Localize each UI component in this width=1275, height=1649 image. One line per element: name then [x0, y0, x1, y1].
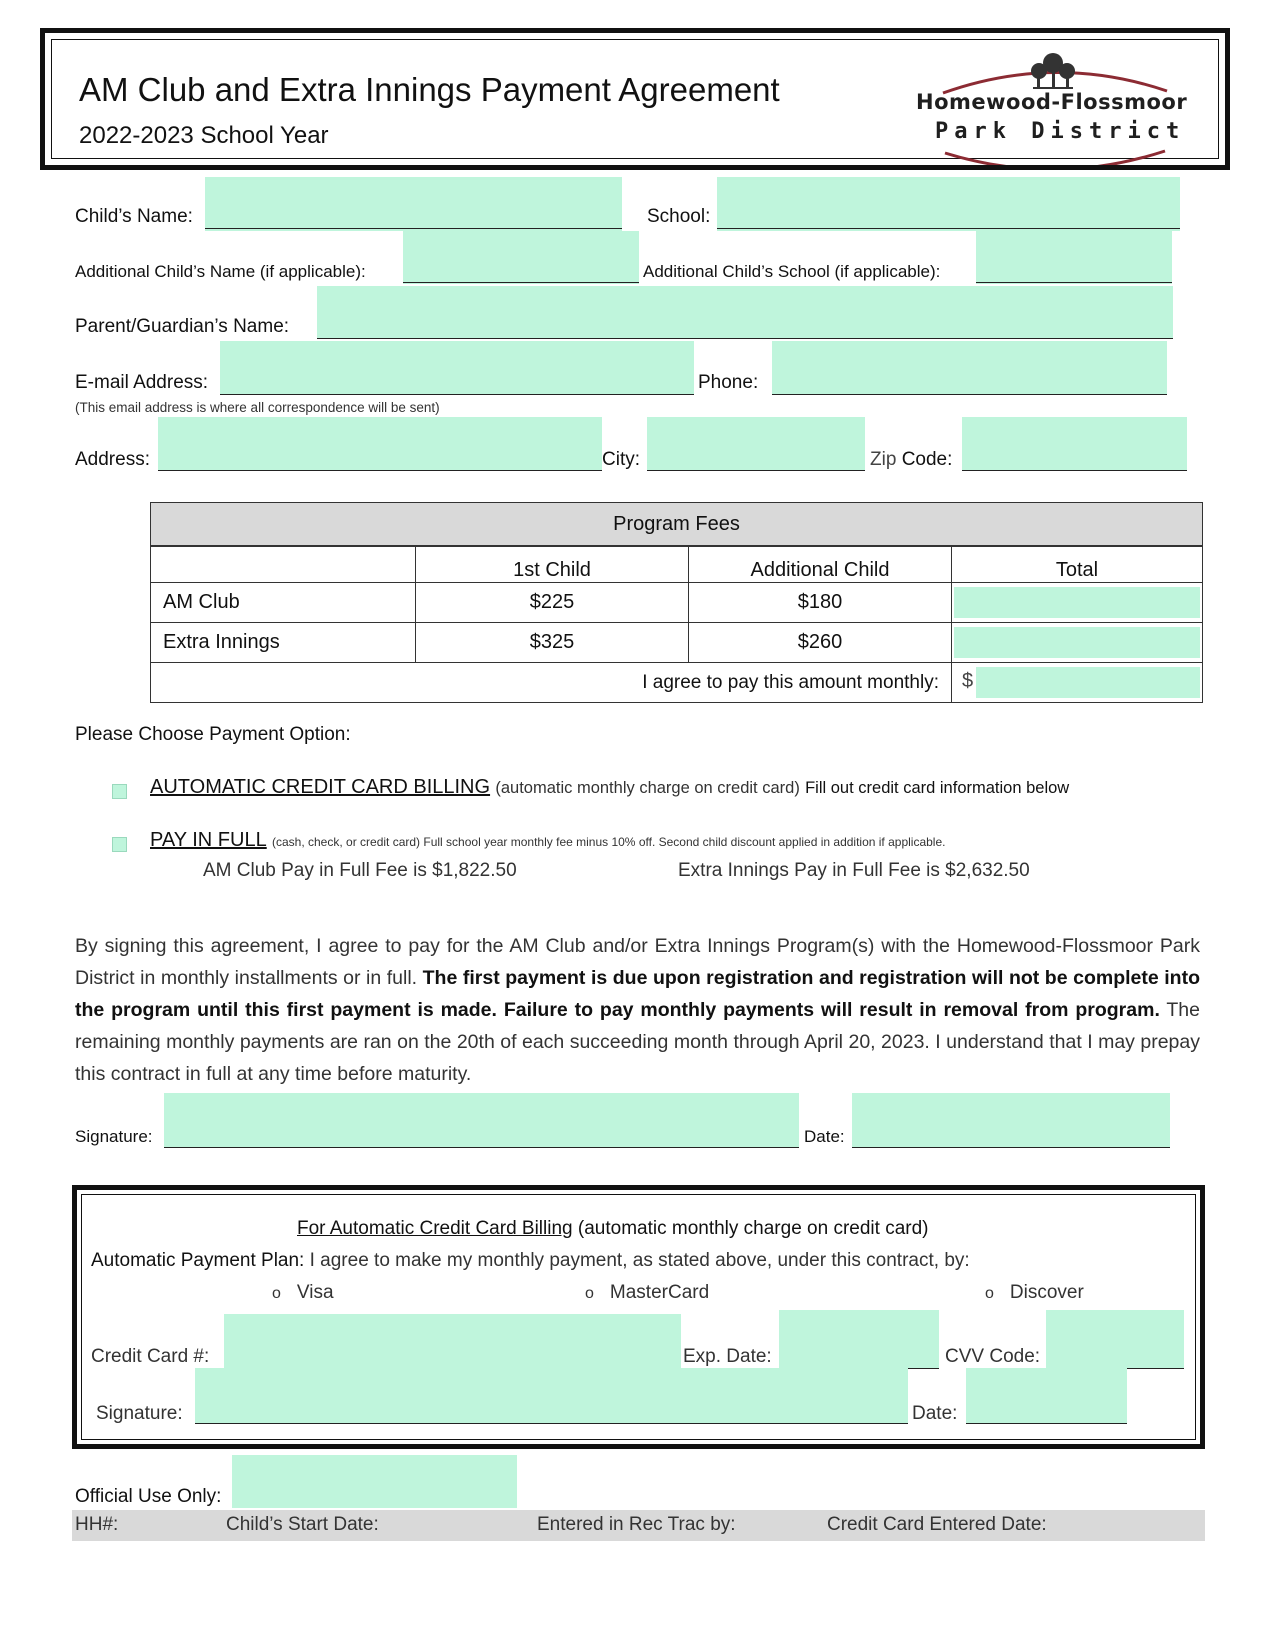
office-use-row [72, 1510, 1205, 1541]
discover-label: Discover [1009, 1282, 1084, 1303]
logo [915, 41, 1205, 165]
cc-signature-input[interactable] [195, 1368, 908, 1424]
date-underline [852, 1147, 1170, 1148]
child-name-underline [205, 228, 622, 229]
add-child-name-label: Additional Child’s Name (if applicable): [75, 262, 366, 281]
cc-plan-text: I agree to make my monthly payment, as stated above, under this contract, by: [309, 1250, 970, 1271]
program-fees-table [150, 502, 1203, 703]
address-underline [158, 470, 602, 471]
agreement-text-bold: The first payment is due upon registration and registration will not be complete into the program until this first payment is made. Failure to pay monthly payments will result in removal from program. [75, 967, 1200, 1021]
fees-col-first: 1st Child [416, 546, 689, 583]
email-input[interactable] [220, 341, 694, 394]
cc-heading [297, 1218, 929, 1240]
fees-table-title: Program Fees [151, 503, 1203, 547]
table-row [151, 623, 1203, 663]
exp-date-input[interactable] [779, 1310, 939, 1368]
cvv-input[interactable] [1046, 1310, 1184, 1368]
parent-name-label: Parent/Guardian’s Name: [75, 316, 290, 337]
school-underline [717, 228, 1180, 229]
agreement-paragraph [75, 930, 1200, 1090]
am-club-total-input[interactable] [952, 583, 1203, 623]
agreement-text-1: By signing this agreement, I agree to pay for the AM Club and/or Extra Innings Program(s) with the Homewood-Flossmoor Park District in monthly installments or in full. [75, 935, 1200, 989]
phone-label: Phone: [698, 372, 759, 393]
fees-col-total: Total [952, 546, 1203, 583]
hh-label: HH#: [75, 1514, 119, 1535]
zip-label-a: Zip [870, 449, 897, 470]
phone-input[interactable] [772, 341, 1167, 394]
fees-additional-cell: $260 [689, 623, 952, 663]
pay-in-full-note: (cash, check, or credit card) Full school year monthly fee minus 10% off. Second child discount applied in addition if applicable. [272, 835, 946, 849]
auto-billing-label: AUTOMATIC CREDIT CARD BILLING [150, 776, 491, 798]
page-subtitle: 2022-2023 School Year [79, 122, 329, 149]
email-note: (This email address is where all correspondence will be sent) [75, 400, 440, 415]
mastercard-option[interactable] [585, 1282, 709, 1304]
auto-billing-checkbox[interactable] [112, 784, 127, 799]
zip-label-b: Code: [901, 449, 953, 470]
agreement-text-3: The remaining monthly payments are ran on the 20th of each succeeding month through April 20, 2023. I understand that I may prepay this contract in full at any time before maturity. [75, 999, 1200, 1085]
header-box [40, 28, 1230, 170]
monthly-amount-cell [952, 663, 1203, 703]
cc-date-underline [966, 1423, 1127, 1424]
fees-first-cell: $225 [416, 583, 689, 623]
logo-text-line1: Homewood-Flossmoor [916, 90, 1188, 114]
pay-in-full-checkbox[interactable] [112, 837, 127, 852]
zip-label [870, 449, 952, 471]
visa-label: Visa [296, 1282, 334, 1303]
add-child-name-underline [403, 282, 639, 283]
cc-date-label: Date: [912, 1403, 958, 1424]
zip-underline [962, 470, 1187, 471]
fees-program-cell: AM Club [151, 583, 416, 623]
signature-label: Signature: [75, 1127, 153, 1146]
date-input[interactable] [852, 1093, 1170, 1148]
extra-innings-full-fee: Extra Innings Pay in Full Fee is $2,632.50 [678, 860, 1030, 881]
city-label: City: [602, 449, 640, 470]
discover-option[interactable] [985, 1282, 1084, 1304]
page-title: AM Club and Extra Innings Payment Agreement [79, 71, 780, 108]
signature-input[interactable] [164, 1093, 799, 1148]
currency-symbol: $ [962, 670, 974, 692]
rec-trac-label: Entered in Rec Trac by: [537, 1514, 736, 1535]
email-label: E-mail Address: [75, 372, 209, 393]
fees-program-cell: Extra Innings [151, 623, 416, 663]
start-date-label: Child’s Start Date: [226, 1514, 379, 1535]
school-label: School: [647, 206, 711, 227]
exp-date-label: Exp. Date: [683, 1346, 772, 1367]
signature-underline [164, 1147, 799, 1148]
radio-circle-icon: o [985, 1285, 994, 1302]
radio-circle-icon: o [585, 1285, 594, 1302]
cc-signature-label: Signature: [96, 1403, 183, 1424]
auto-billing-row [150, 776, 1069, 799]
extra-innings-total-input[interactable] [952, 623, 1203, 663]
logo-text-line2: Park District [935, 119, 1186, 144]
card-number-input[interactable] [224, 1314, 681, 1368]
child-name-label: Child’s Name: [75, 206, 193, 227]
cc-heading-label: For Automatic Credit Card Billing [297, 1218, 573, 1239]
fees-additional-cell: $180 [689, 583, 952, 623]
fees-col-program [151, 546, 416, 583]
cc-date-input[interactable] [966, 1368, 1127, 1424]
zip-input[interactable] [962, 417, 1187, 471]
parent-name-underline [317, 338, 1173, 339]
child-name-input[interactable] [205, 177, 622, 231]
fees-first-cell: $325 [416, 623, 689, 663]
agree-amount-label: I agree to pay this amount monthly: [151, 663, 952, 703]
mastercard-label: MasterCard [609, 1282, 710, 1303]
city-input[interactable] [647, 417, 865, 471]
add-child-name-input[interactable] [403, 231, 639, 284]
cc-heading-note: (automatic monthly charge on credit card) [577, 1218, 929, 1239]
parent-name-input[interactable] [317, 286, 1173, 339]
cc-entered-date-label: Credit Card Entered Date: [827, 1514, 1047, 1535]
cvv-label: CVV Code: [945, 1346, 1041, 1367]
official-use-input[interactable] [232, 1455, 517, 1508]
visa-option[interactable] [272, 1282, 334, 1304]
add-child-school-label: Additional Child’s School (if applicable): [643, 262, 941, 281]
card-number-label: Credit Card #: [91, 1346, 210, 1367]
table-row [151, 583, 1203, 623]
am-club-full-fee: AM Club Pay in Full Fee is $1,822.50 [203, 860, 517, 881]
city-underline [647, 470, 865, 471]
pay-in-full-label: PAY IN FULL [150, 829, 267, 851]
payment-option-heading: Please Choose Payment Option: [75, 724, 351, 745]
school-input[interactable] [717, 177, 1180, 231]
date-label: Date: [804, 1127, 845, 1146]
address-input[interactable] [158, 417, 602, 471]
phone-underline [772, 394, 1167, 395]
add-child-school-underline [976, 282, 1172, 283]
official-use-label: Official Use Only: [75, 1486, 222, 1507]
address-label: Address: [75, 449, 150, 470]
monthly-amount-input[interactable] [976, 667, 1200, 698]
auto-billing-note: (automatic monthly charge on credit card) [495, 779, 800, 797]
pay-in-full-row [150, 829, 945, 852]
cc-plan-row [91, 1250, 970, 1272]
auto-billing-instruction: Fill out credit card information below [805, 779, 1070, 797]
add-child-school-input[interactable] [976, 231, 1172, 284]
email-underline [220, 394, 694, 395]
radio-circle-icon: o [272, 1285, 281, 1302]
cc-signature-underline [195, 1423, 908, 1424]
fees-col-additional: Additional Child [689, 546, 952, 583]
cc-plan-label: Automatic Payment Plan: [91, 1250, 305, 1271]
